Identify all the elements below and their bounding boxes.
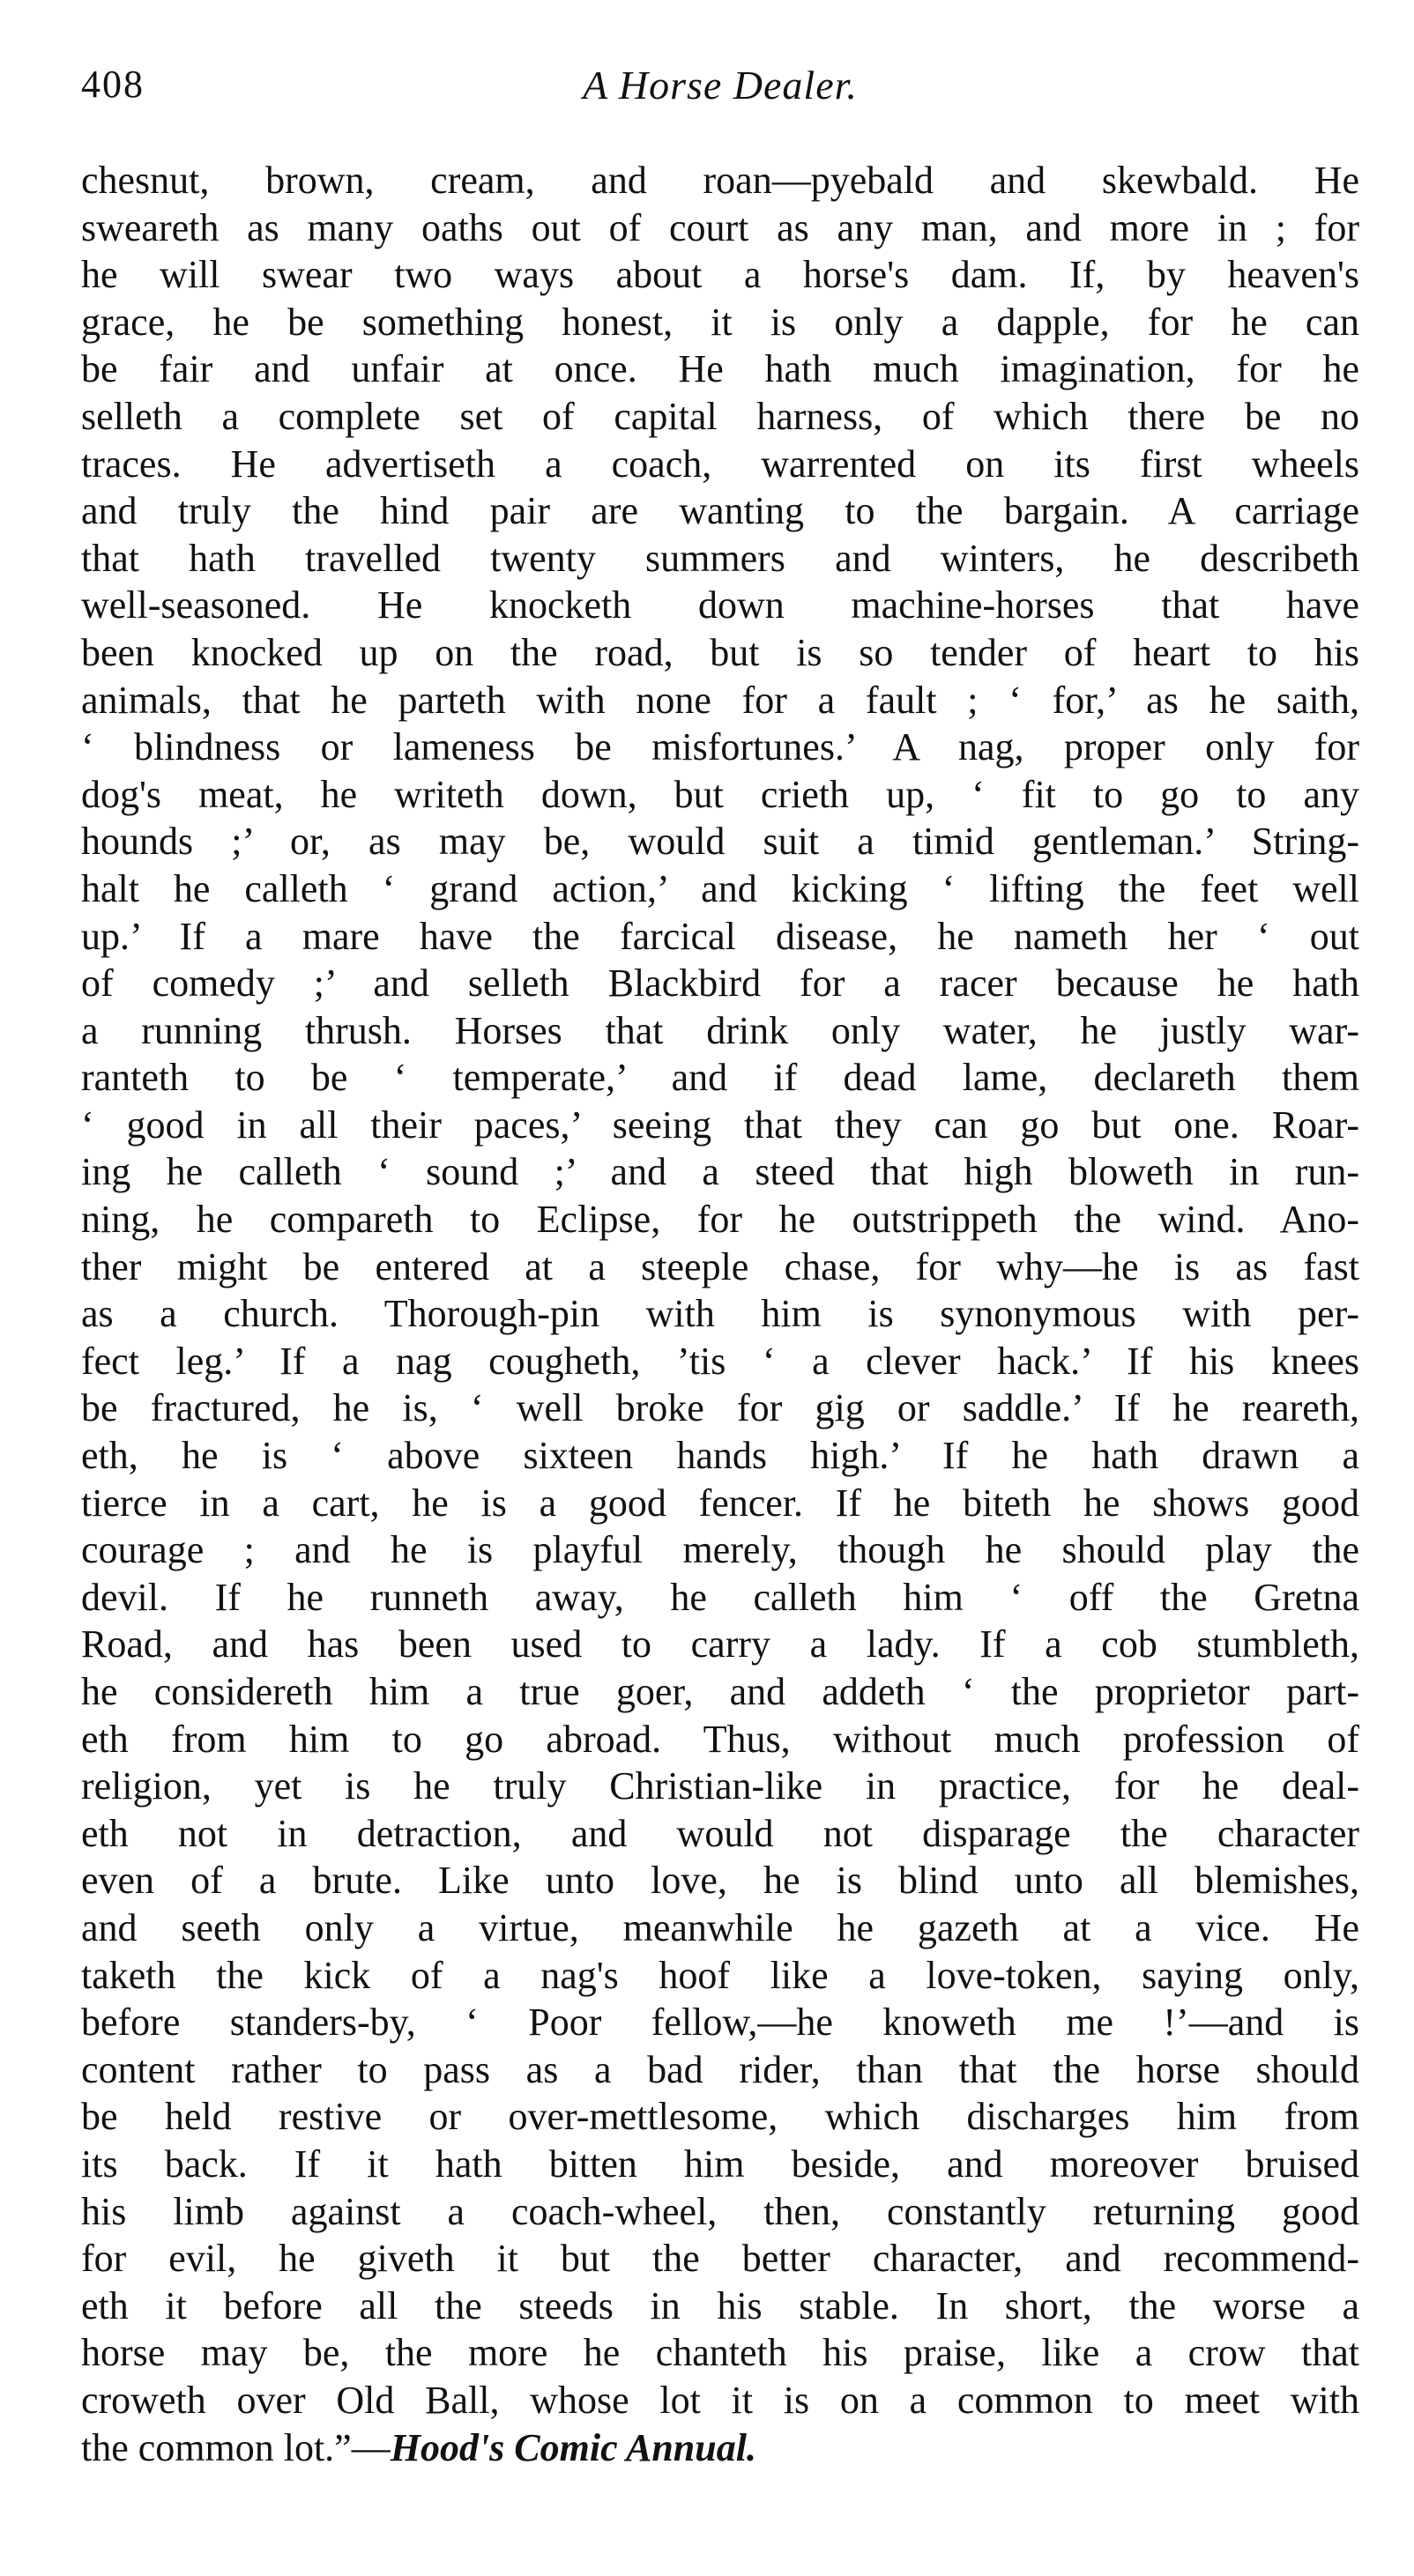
- text-line: even of a brute. Like unto love, he is blind unto all blemishes,: [81, 1859, 1359, 1903]
- text-line: taketh the kick of a nag's hoof like a love-token, saying only,: [81, 1953, 1359, 1997]
- text-line: be fair and unfair at once. He hath much imagination, for he: [81, 347, 1359, 391]
- text-line: be fractured, he is, ‘ well broke for gig or saddle.’ If he reareth,: [81, 1386, 1359, 1430]
- text-line: courage ; and he is playful merely, though he should play the: [81, 1528, 1359, 1572]
- page-number: 408: [81, 63, 145, 106]
- text-line: content rather to pass as a bad rider, than that the horse should: [81, 2047, 1359, 2091]
- text-line: he will swear two ways about a horse's dam. If, by heaven's: [81, 253, 1359, 297]
- text-line: been knocked up on the road, but is so tender of heart to his: [81, 630, 1359, 674]
- text-line: that hath travelled twenty summers and winters, he describeth: [81, 536, 1359, 580]
- text-line: eth from him to go abroad. Thus, without much profession of: [81, 1717, 1359, 1761]
- text-line: ranteth to be ‘ temperate,’ and if dead lame, declareth them: [81, 1056, 1359, 1100]
- text-line: traces. He advertiseth a coach, warrented on its first wheels: [81, 442, 1359, 486]
- text-line: and seeth only a virtue, meanwhile he gazeth at a vice. He: [81, 1905, 1359, 1949]
- text-line: halt he calleth ‘ grand action,’ and kicking ‘ lifting the feet well: [81, 866, 1359, 910]
- text-line: he considereth him a true goer, and addeth ‘ the proprietor part-: [81, 1670, 1359, 1713]
- text-line: ing he calleth ‘ sound ;’ and a steed that high bloweth in run-: [81, 1150, 1359, 1194]
- text-line: well-seasoned. He knocketh down machine-horses that have: [81, 583, 1359, 627]
- text-line: animals, that he parteth with none for a fault ; ‘ for,’ as he saith,: [81, 678, 1359, 722]
- running-head: A Horse Dealer.: [583, 63, 858, 108]
- text-line: of comedy ;’ and selleth Blackbird for a racer because he hath: [81, 961, 1359, 1006]
- text-line: devil. If he runneth away, he calleth him ‘ off the Gretna: [81, 1575, 1359, 1619]
- text-line: sweareth as many oaths out of court as any man, and more in ; for: [81, 205, 1359, 249]
- text-line: and truly the hind pair are wanting to the bargain. A carriage: [81, 489, 1359, 533]
- text-line: grace, he be something honest, it is only a dapple, for he can: [81, 300, 1359, 344]
- final-line-text: the common lot.”—: [81, 2425, 391, 2469]
- text-line: eth not in detraction, and would not disparage the character: [81, 1811, 1359, 1855]
- text-line: ‘ good in all their paces,’ seeing that they can go but one. Roar-: [81, 1102, 1359, 1147]
- text-line: eth, he is ‘ above sixteen hands high.’ If he hath drawn a: [81, 1434, 1359, 1478]
- text-line: for evil, he giveth it but the better character, and recommend-: [81, 2237, 1359, 2281]
- text-line: before standers-by, ‘ Poor fellow,—he knoweth me !’—and is: [81, 2001, 1359, 2045]
- text-line: be held restive or over-mettlesome, which discharges him from: [81, 2095, 1359, 2139]
- text-line: fect leg.’ If a nag cougheth, ’tis ‘ a clever hack.’ If his knees: [81, 1339, 1359, 1383]
- text-line: his limb against a coach-wheel, then, constantly returning good: [81, 2189, 1359, 2233]
- text-line: chesnut, brown, cream, and roan—pyebald and skewbald. He: [81, 159, 1359, 202]
- final-text-line: [81, 2424, 1359, 2472]
- text-line: Road, and has been used to carry a lady. If a cob stumbleth,: [81, 1622, 1359, 1667]
- text-line: a running thrush. Horses that drink only water, he justly war-: [81, 1008, 1359, 1052]
- text-line: ning, he compareth to Eclipse, for he outstrippeth the wind. Ano-: [81, 1198, 1359, 1242]
- page-header: [81, 62, 1359, 123]
- text-line: up.’ If a mare have the farcical disease, he nameth her ‘ out: [81, 914, 1359, 958]
- text-line: its back. If it hath bitten him beside, and moreover bruised: [81, 2142, 1359, 2186]
- text-line: hounds ;’ or, as may be, would suit a timid gentleman.’ String-: [81, 820, 1359, 864]
- text-line: selleth a complete set of capital harness, of which there be no: [81, 394, 1359, 438]
- text-line: as a church. Thorough-pin with him is synonymous with per-: [81, 1292, 1359, 1336]
- text-line: religion, yet is he truly Christian-like in practice, for he deal-: [81, 1764, 1359, 1808]
- text-line: eth it before all the steeds in his stable. In short, the worse a: [81, 2283, 1359, 2327]
- text-line: ther might be entered at a steeple chase, for why—he is as fast: [81, 1244, 1359, 1288]
- text-line: horse may be, the more he chanteth his praise, like a crow that: [81, 2331, 1359, 2375]
- body-text: [81, 157, 1359, 2471]
- source-attribution: Hood's Comic Annual.: [390, 2425, 756, 2469]
- text-line: dog's meat, he writeth down, but crieth up, ‘ fit to go to any: [81, 772, 1359, 816]
- text-line: ‘ blindness or lameness be misfortunes.’ A nag, proper only for: [81, 725, 1359, 769]
- text-line: tierce in a cart, he is a good fencer. If he biteth he shows good: [81, 1481, 1359, 1525]
- text-line: croweth over Old Ball, whose lot it is on a common to meet with: [81, 2378, 1359, 2422]
